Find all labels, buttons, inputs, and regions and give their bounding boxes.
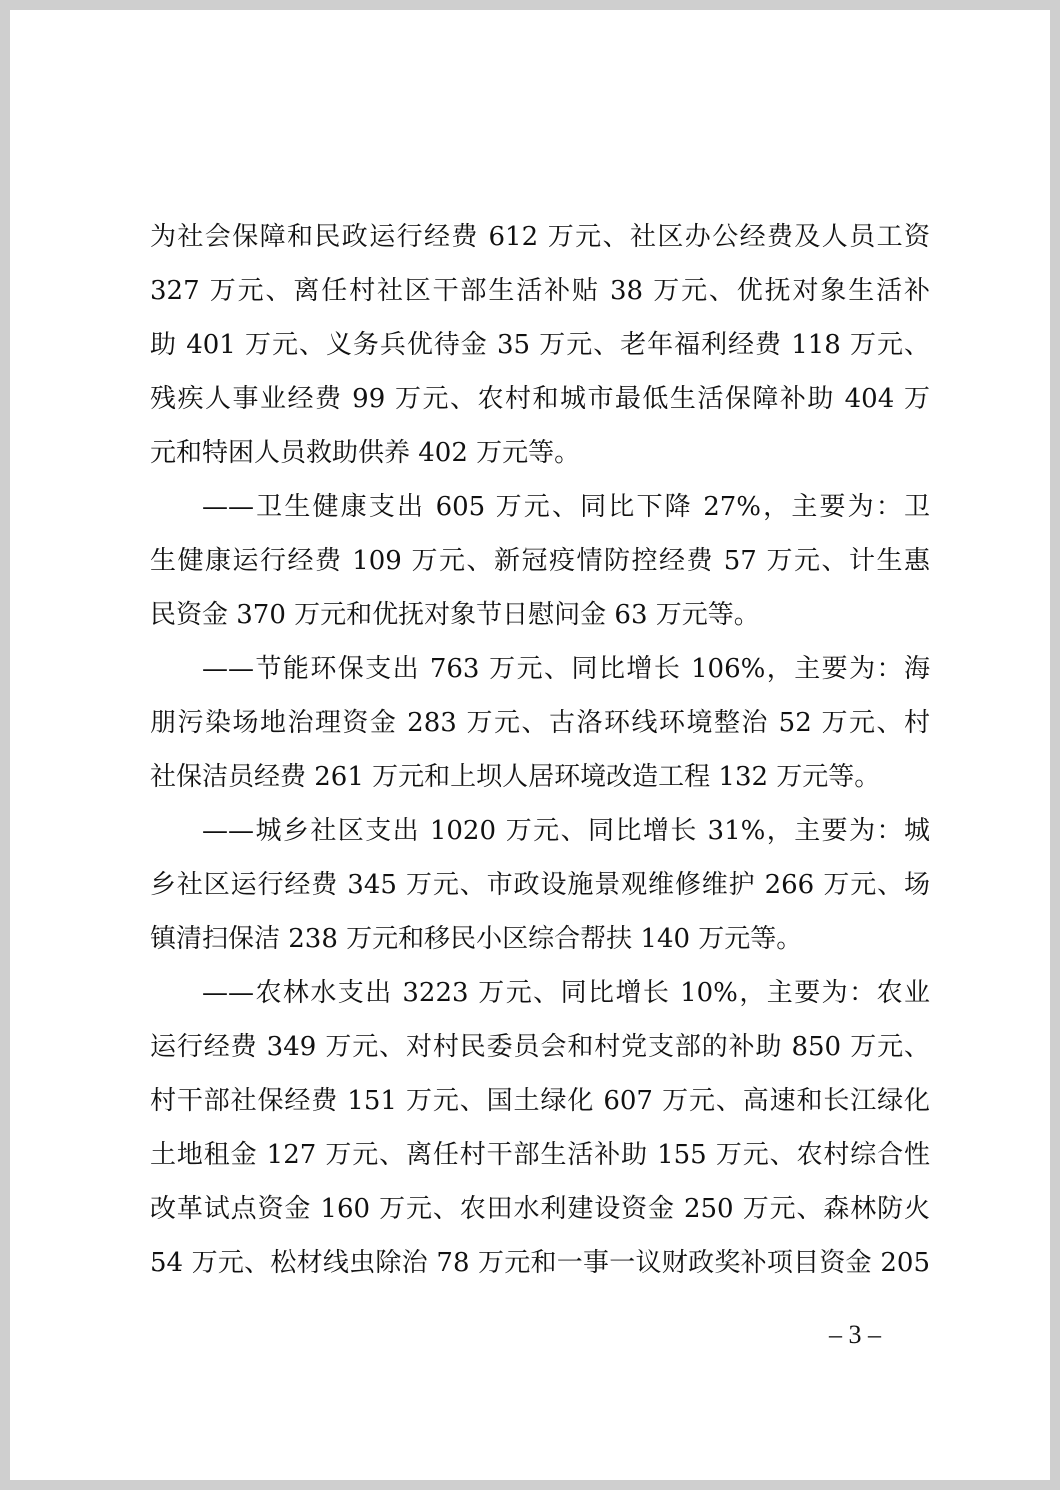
text-line: 元和特困人员救助供养 402 万元等。	[150, 438, 581, 468]
text-line: 村干部社保经费 151 万元、国土绿化 607 万元、高速和长江绿化	[150, 1086, 930, 1116]
text-line: 改革试点资金 160 万元、农田水利建设资金 250 万元、森林防火	[150, 1194, 930, 1224]
text-line: 残疾人事业经费 99 万元、农村和城市最低生活保障补助 404 万	[150, 384, 930, 414]
text-line: 镇清扫保洁 238 万元和移民小区综合帮扶 140 万元等。	[150, 924, 803, 954]
text-line: 民资金 370 万元和优抚对象节日慰问金 63 万元等。	[150, 600, 760, 630]
text-line: 社保洁员经费 261 万元和上坝人居环境改造工程 132 万元等。	[150, 762, 881, 792]
section-heading-line: ——农林水支出 3223 万元、同比增长 10%，主要为：农业	[202, 978, 930, 1008]
text-line: 为社会保障和民政运行经费 612 万元、社区办公经费及人员工资	[150, 222, 930, 252]
section-heading-line: ——节能环保支出 763 万元、同比增长 106%，主要为：海	[202, 654, 930, 684]
text-line: 327 万元、离任村社区干部生活补贴 38 万元、优抚对象生活补	[150, 276, 930, 306]
text-line: 运行经费 349 万元、对村民委员会和村党支部的补助 850 万元、	[150, 1032, 930, 1062]
page-number: – 3 –	[829, 1320, 881, 1349]
text-line: 54 万元、松材线虫除治 78 万元和一事一议财政奖补项目资金 205	[150, 1248, 930, 1278]
section-heading-line: ——卫生健康支出 605 万元、同比下降 27%，主要为：卫	[202, 492, 930, 522]
document-page	[10, 10, 1050, 1480]
text-line: 朋污染场地治理资金 283 万元、古洛环线环境整治 52 万元、村	[150, 708, 930, 738]
text-line: 土地租金 127 万元、离任村干部生活补助 155 万元、农村综合性	[150, 1140, 930, 1170]
text-line: 助 401 万元、义务兵优待金 35 万元、老年福利经费 118 万元、	[150, 330, 930, 360]
section-heading-line: ——城乡社区支出 1020 万元、同比增长 31%，主要为：城	[202, 816, 930, 846]
text-line: 乡社区运行经费 345 万元、市政设施景观维修维护 266 万元、场	[150, 870, 930, 900]
text-line: 生健康运行经费 109 万元、新冠疫情防控经费 57 万元、计生惠	[150, 546, 930, 576]
